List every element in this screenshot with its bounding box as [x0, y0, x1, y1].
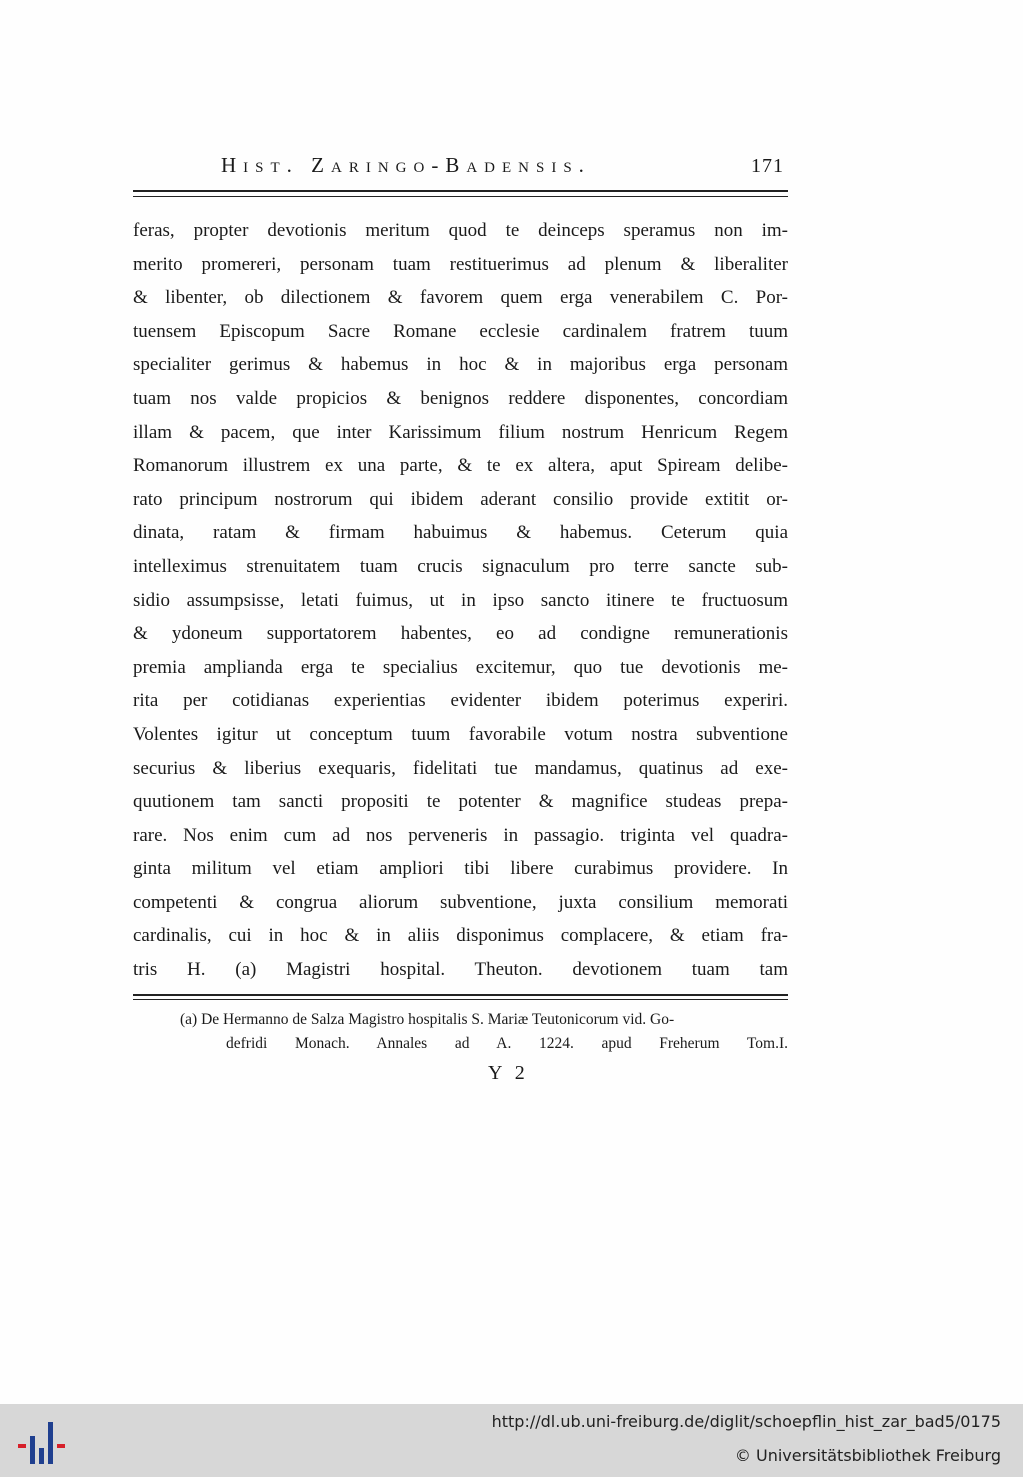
text-line: Romanorum illustrem ex una parte, & te ex altera, aput Spiream delibe-: [133, 455, 788, 477]
text-line: rato principum nostrorum qui ibidem aderant consilio provide extitit or-: [133, 488, 788, 510]
footnote-line: defridi Monach. Annales ad A. 1224. apud Freherum Tom.I.: [226, 1035, 788, 1052]
footnote-rule: [133, 994, 788, 996]
text-line: Volentes igitur ut conceptum tuum favorabile votum nostra subventione: [133, 723, 788, 745]
ub-freiburg-logo-icon: [16, 1418, 68, 1466]
text-line: & libenter, ob dilectionem & favorem quem erga venerabilem C. Por-: [133, 287, 788, 309]
text-line: intelleximus strenuitatem tuam crucis signaculum pro terre sancte sub-: [133, 555, 788, 577]
footnote-rule-thin: [133, 999, 788, 1000]
text-line: competenti & congrua aliorum subventione, juxta consilium memorati: [133, 891, 788, 913]
body-text: [133, 214, 788, 987]
copyright-notice: © Universitätsbibliothek Freiburg: [734, 1446, 1001, 1465]
text-line: specialiter gerimus & habemus in hoc & in majoribus erga personam: [133, 354, 788, 376]
text-line: rare. Nos enim cum ad nos perveneris in passagio. triginta vel quadra-: [133, 824, 788, 846]
permalink-url[interactable]: http://dl.ub.uni-freiburg.de/diglit/schoepflin_hist_zar_bad5/0175: [491, 1412, 1001, 1431]
viewer-footer: [0, 1404, 1023, 1477]
text-line: cardinalis, cui in hoc & in aliis disponimus complacere, & etiam fra-: [133, 925, 788, 947]
text-line: rita per cotidianas experientias evidenter ibidem poterimus experiri.: [133, 690, 788, 712]
header-rule-thin: [133, 196, 788, 197]
text-line: merito promereri, personam tuam restituerimus ad plenum & liberaliter: [133, 253, 788, 275]
footnote: [180, 1008, 788, 1056]
text-line: securius & liberius exequaris, fidelitati tue mandamus, quatinus ad exe-: [133, 757, 788, 779]
text-line: dinata, ratam & firmam habuimus & habemus. Ceterum quia: [133, 522, 788, 544]
text-line: feras, propter devotionis meritum quod te deinceps speramus non im-: [133, 220, 788, 241]
text-line: tris H. (a) Magistri hospital. Theuton. devotionem tuam tam: [133, 959, 788, 981]
running-title: Hist. Zaringo-Badensis.: [221, 153, 591, 177]
text-line: quutionem tam sancti propositi te potenter & magnifice studeas prepa-: [133, 791, 788, 813]
header-rule: [133, 190, 788, 192]
text-line: premia amplianda erga te specialius excitemur, quo tue devotionis me-: [133, 656, 788, 678]
running-header: [133, 153, 788, 187]
text-line: & ydoneum supportatorem habentes, eo ad condigne remunerationis: [133, 623, 788, 645]
text-line: ginta militum vel etiam ampliori tibi libere curabimus providere. In: [133, 858, 788, 880]
signature-mark: Y 2: [488, 1062, 529, 1084]
footnote-line: (a) De Hermanno de Salza Magistro hospitalis S. Mariæ Teutonicorum vid. Go-: [180, 1011, 675, 1028]
text-line: sidio assumpsisse, letati fuimus, ut in ipso sancto itinere te fructuosum: [133, 589, 788, 611]
text-line: tuam nos valde propicios & benignos reddere disponentes, concordiam: [133, 387, 788, 409]
text-line: illam & pacem, que inter Karissimum filium nostrum Henricum Regem: [133, 421, 788, 443]
text-line: tuensem Episcopum Sacre Romane ecclesie cardinalem fratrem tuum: [133, 320, 788, 342]
page-number: 171: [751, 155, 784, 177]
